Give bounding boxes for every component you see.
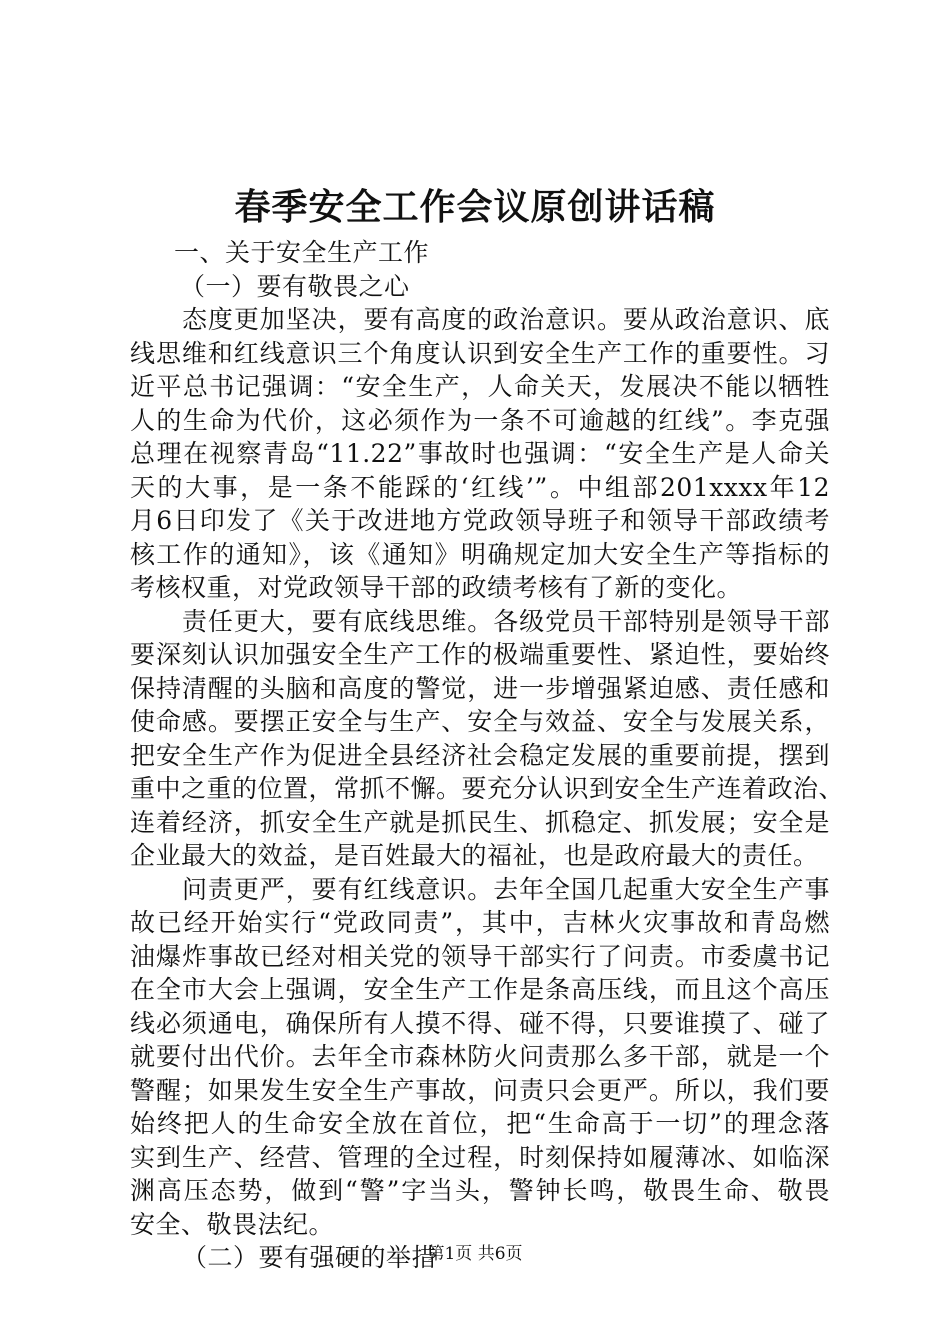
paragraph-line: 油爆炸事故已经对相关党的领导干部实行了问责。市委虞书记 [130,941,830,971]
paragraph-line: 在全市大会上强调，安全生产工作是条高压线，而且这个高压 [130,975,830,1004]
paragraph-line: 近平总书记强调：“安全生产，人命关天，发展决不能以牺牲 [130,372,830,401]
document-body [130,236,845,1275]
paragraph-line: 连着经济，抓安全生产就是抓民生、抓稳定、抓发展；安全是 [130,807,830,837]
subsection-heading: （二）要有强硬的举措 [182,1243,438,1272]
paragraph-line: 重中之重的位置，常抓不懈。要充分认识到安全生产连着政治、 [130,774,845,803]
paragraph-line: 核工作的通知》，该《通知》明确规定加大安全生产等指标的 [130,539,830,569]
paragraph-line: 保持清醒的头脑和高度的警觉，进一步增强紧迫感、责任感和 [130,673,830,703]
paragraph-line: 人的生命为代价，这必须作为一条不可逾越的红线”。李克强 [130,405,830,435]
paragraph-1 [130,303,830,605]
paragraph-line: 企业最大的效益，是百姓最大的福祉，也是政府最大的责任。 [130,841,819,870]
paragraph-line: 线必须通电，确保所有人摸不得、碰不得，只要谁摸了、碰了 [130,1008,830,1038]
paragraph-line: 考核权重，对党政领导干部的政绩考核有了新的变化。 [130,573,743,602]
subsection-heading: （一）要有敬畏之心 [180,271,410,301]
paragraph-line: 线思维和红线意识三个角度认识到安全生产工作的重要性。习 [130,338,830,368]
paragraph-line: 月6日印发了《关于改进地方党政领导班子和领导干部政绩考 [130,506,830,535]
paragraph-line: 天的大事，是一条不能踩的‘红线’”。中组部201xxxx年12 [130,472,830,502]
paragraph-line: 使命感。要摆正安全与生产、安全与效益、安全与发展关系， [130,707,830,736]
document-title: 春季安全工作会议原创讲话稿 [234,186,716,228]
paragraph-line: 把安全生产作为促进全县经济社会稳定发展的重要前提，摆到 [130,740,830,770]
paragraph-line: 要深刻认识加强安全生产工作的极端重要性、紧迫性，要始终 [130,640,830,669]
paragraph-line: 故已经开始实行“党政同责”，其中，吉林火灾事故和青岛燃 [130,908,830,937]
section-heading: 一、关于安全生产工作 [174,238,430,267]
paragraph-line: 就要付出代价。去年全市森林防火问责那么多干部，就是一个 [130,1042,830,1071]
paragraph-3 [130,873,830,1242]
paragraph-line: 总理在视察青岛“11.22”事故时也强调：“安全生产是人命关 [130,439,830,468]
paragraph-line: 安全、敬畏法纪。 [130,1209,335,1239]
paragraph-line: 态度更加坚决，要有高度的政治意识。要从政治意识、底 [182,305,830,334]
page-footer: 第1页 共6页 [427,1244,523,1264]
paragraph-line: 责任更大，要有底线思维。各级党员干部特别是领导干部 [182,606,830,636]
paragraph-2 [130,605,845,873]
paragraph-line: 警醒；如果发生安全生产事故，问责只会更严。所以，我们要 [130,1075,830,1105]
paragraph-line: 问责更严，要有红线意识。去年全国几起重大安全生产事 [182,874,830,904]
paragraph-line: 实到生产、经营、管理的全过程，时刻保持如履薄冰、如临深 [130,1142,830,1172]
paragraph-line: 渊高压态势，做到“警”字当头，警钟长鸣，敬畏生命、敬畏 [130,1176,830,1205]
paragraph-line: 始终把人的生命安全放在首位，把“生命高于一切”的理念落 [130,1109,830,1138]
